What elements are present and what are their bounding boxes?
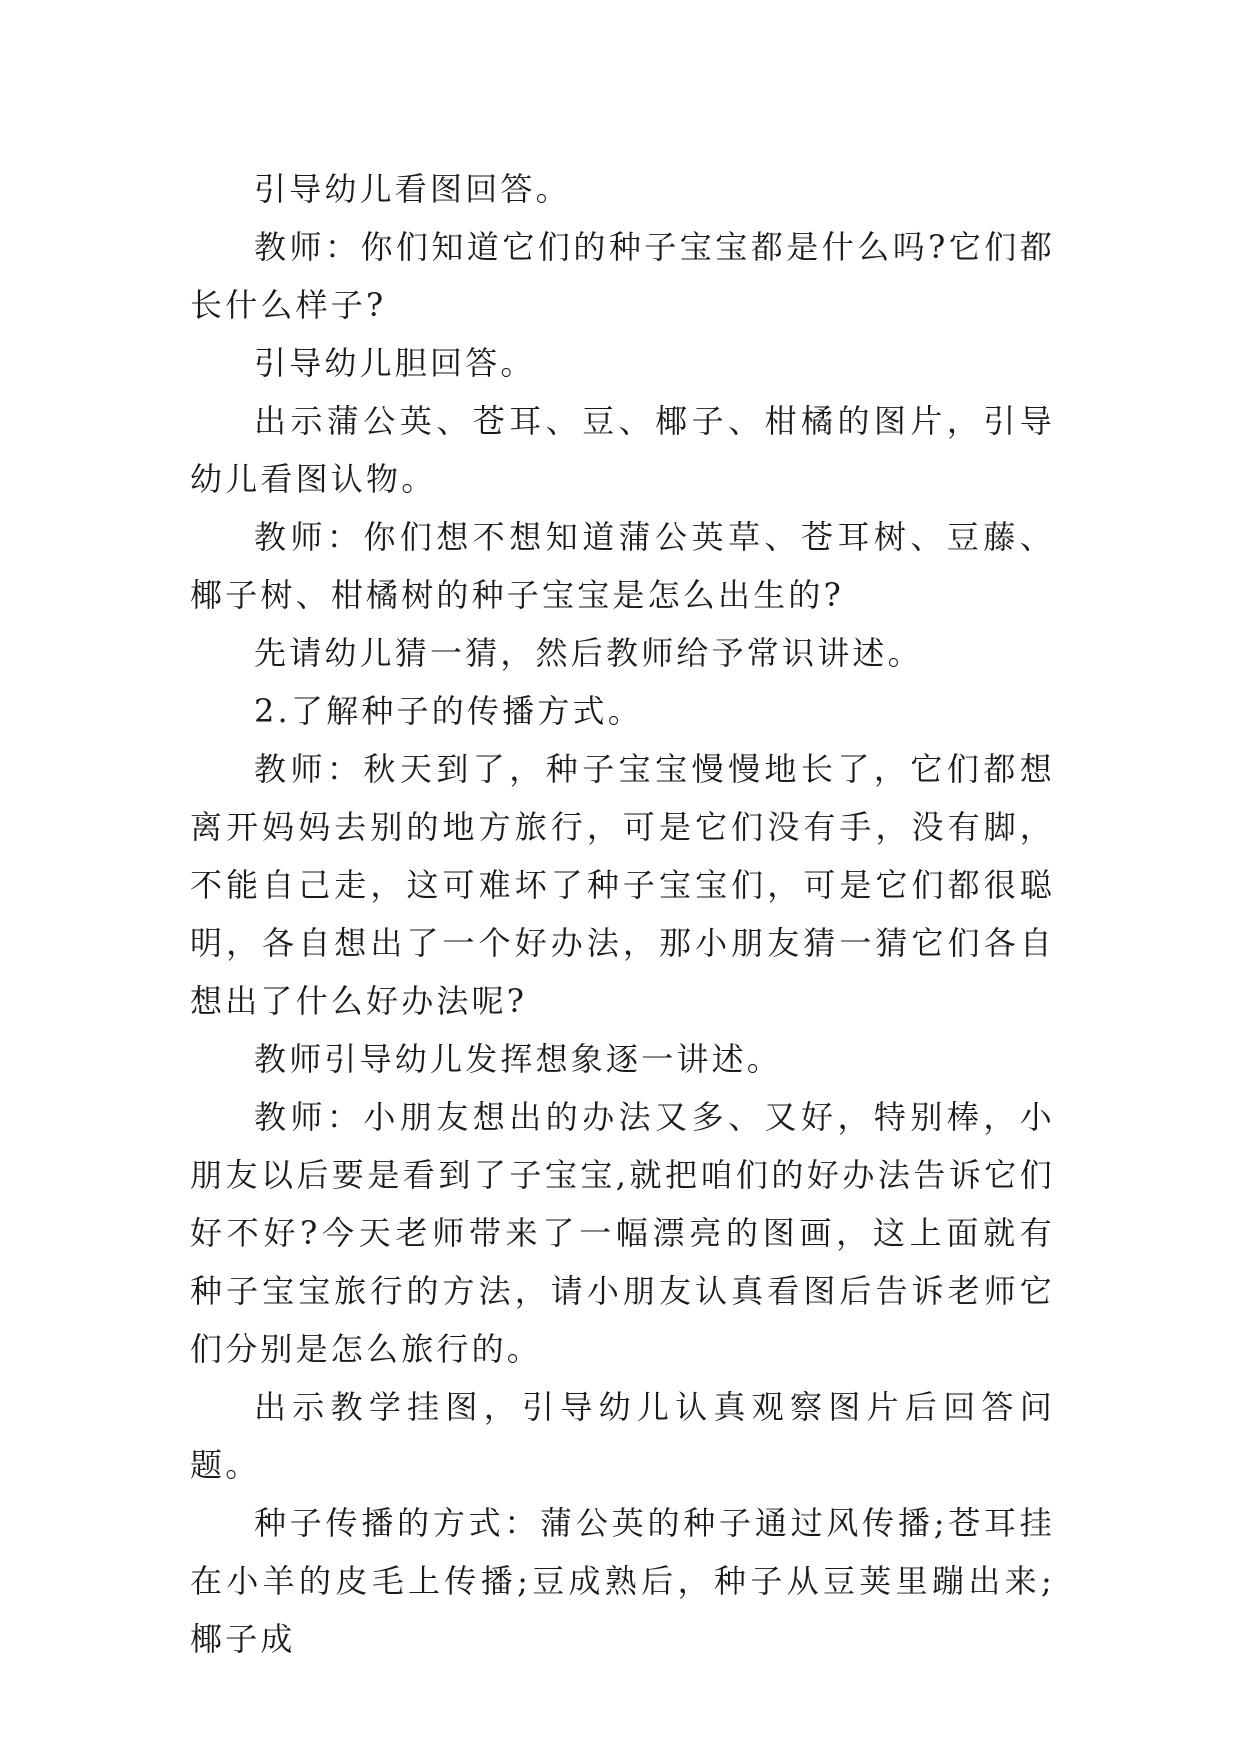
paragraph: 引导幼儿看图回答。 bbox=[254, 170, 571, 208]
paragraph: 教师：小朋友想出的办法又多、又好，特别棒，小朋友以后要是看到了子宝宝,就把咱们的好办法告诉它们好不好?今天老师带来了一幅漂亮的图画，这上面就有种子宝宝旅行的方法，请小朋友认真看图后告诉老师它们分别是怎么旅行的。 bbox=[190, 1098, 1055, 1368]
paragraph: 先请幼儿猜一猜，然后教师给予常识讲述。 bbox=[254, 634, 923, 672]
paragraph: 出示教学挂图，引导幼儿认真观察图片后回答问题。 bbox=[190, 1388, 1055, 1484]
section-heading: 2.了解种子的传播方式。 bbox=[254, 692, 643, 730]
paragraph: 出示蒲公英、苍耳、豆、椰子、柑橘的图片，引导幼儿看图认物。 bbox=[190, 402, 1055, 498]
paragraph: 教师引导幼儿发挥想象逐一讲述。 bbox=[254, 1040, 783, 1078]
paragraph: 教师：秋天到了，种子宝宝慢慢地长了，它们都想离开妈妈去别的地方旅行，可是它们没有手，没有脚，不能自己走，这可难坏了种子宝宝们，可是它们都很聪明，各自想出了一个好办法，那小朋友猜一猜它们各自想出了什么好办法呢? bbox=[190, 750, 1055, 1020]
paragraph: 教师：你们想不想知道蒲公英草、苍耳树、豆藤、椰子树、柑橘树的种子宝宝是怎么出生的? bbox=[190, 518, 1055, 614]
paragraph: 种子传播的方式：蒲公英的种子通过风传播;苍耳挂在小羊的皮毛上传播;豆成熟后，种子从豆荚里蹦出来;椰子成 bbox=[190, 1504, 1055, 1658]
document-body bbox=[190, 160, 1055, 1668]
paragraph: 引导幼儿胆回答。 bbox=[254, 344, 536, 382]
paragraph: 教师：你们知道它们的种子宝宝都是什么吗?它们都长什么样子? bbox=[190, 228, 1055, 324]
